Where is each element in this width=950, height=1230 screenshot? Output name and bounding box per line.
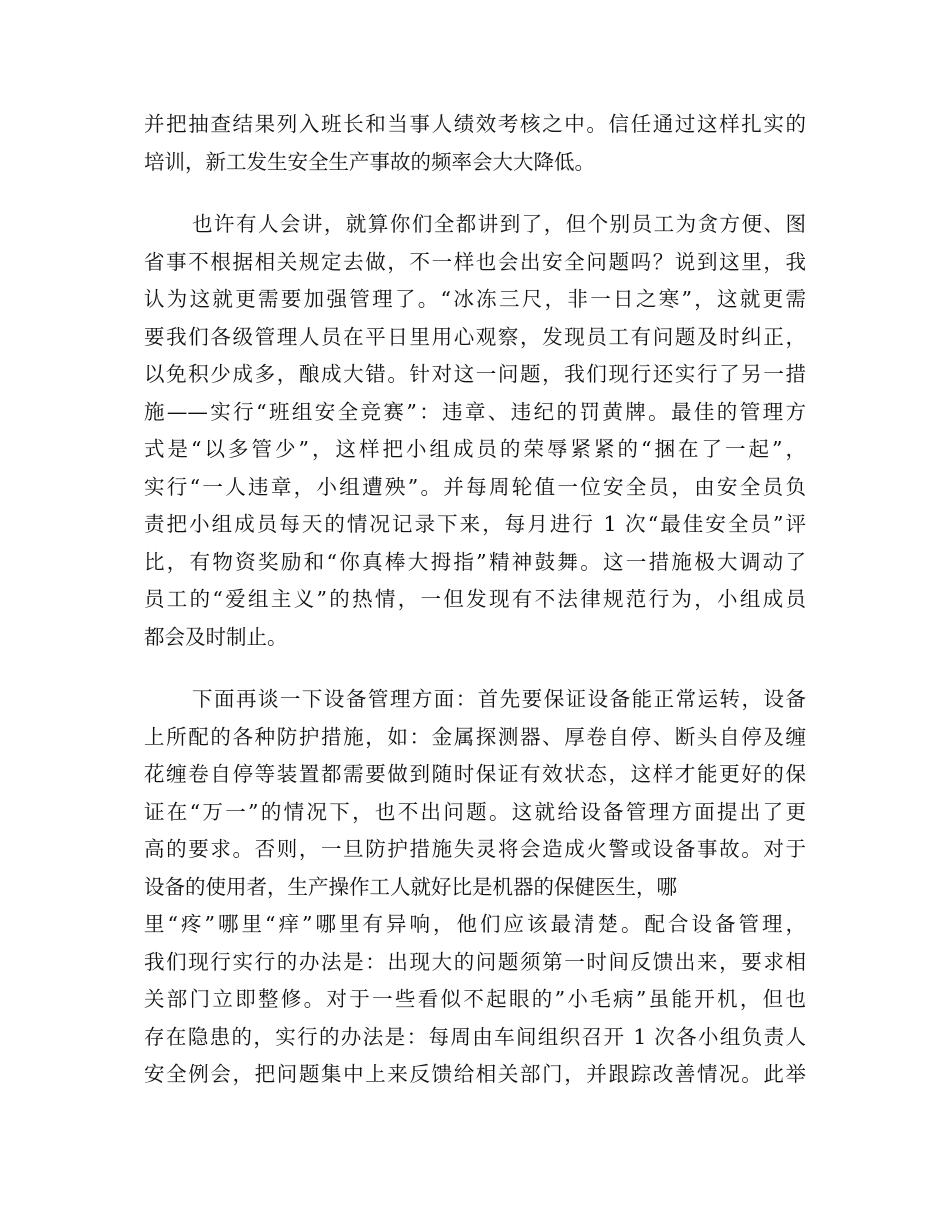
text-line: 并把抽查结果列入班长和当事人绩效考核之中。信任通过这样扎实的 <box>144 112 806 136</box>
text-line: 员工的“爱组主义”的热情，一但发现有不法律规范行为，小组成员 <box>144 587 806 611</box>
text-line: 安全例会，把问题集中上来反馈给相关部门，并跟踪改善情况。此举 <box>144 1062 806 1086</box>
text-line: 里“疼”哪里“痒”哪里有异响，他们应该最清楚。配合设备管理， <box>144 912 806 936</box>
text-line: 存在隐患的，实行的办法是：每周由车间组织召开 1 次各小组负责人 <box>144 1024 806 1049</box>
text-line: 高的要求。否则，一旦防护措施失灵将会造成火警或设备事故。对于 <box>144 837 806 861</box>
text-line: 也许有人会讲，就算你们全都讲到了，但个别员工为贪方便、图 <box>192 212 806 236</box>
paragraph-gap <box>144 181 806 206</box>
text-line: 都会及时制止。 <box>144 624 288 649</box>
paragraph-2 <box>144 206 806 656</box>
text-line: 施——实行“班组安全竞赛”：违章、违纪的罚黄牌。最佳的管理方 <box>144 399 806 424</box>
text-line: 要我们各级管理人员在平日里用心观察，发现员工有问题及时纠正， <box>144 324 806 349</box>
paragraph-1 <box>144 106 806 181</box>
text-line: 上所配的各种防护措施，如：金属探测器、厚卷自停、断头自停及缠 <box>144 724 806 749</box>
document-body <box>144 106 806 1094</box>
text-line: 比，有物资奖励和“你真棒大拇指”精神鼓舞。这一措施极大调动了 <box>144 549 806 574</box>
text-line: 下面再谈一下设备管理方面：首先要保证设备能正常运转，设备 <box>192 687 806 711</box>
text-line: 实行“一人违章，小组遭殃”。并每周轮值一位安全员，由安全员负 <box>144 474 806 499</box>
text-line: 责把小组成员每天的情况记录下来，每月进行 1 次“最佳安全员”评 <box>144 512 806 536</box>
paragraph-3 <box>144 681 806 1094</box>
text-line: 省事不根据相关规定去做，不一样也会出安全问题吗？说到这里，我 <box>144 249 806 274</box>
text-line: 认为这就更需要加强管理了。“冰冻三尺，非一日之寒”，这就更需 <box>144 287 806 311</box>
text-line: 关部门立即整修。对于一些看似不起眼的”小毛病”虽能开机，但也 <box>144 987 806 1011</box>
paragraph-gap <box>144 656 806 681</box>
text-line: 设备的使用者，生产操作工人就好比是机器的保健医生，哪 <box>144 874 677 899</box>
text-line: 培训，新工发生安全生产事故的频率会大大降低。 <box>144 149 595 174</box>
text-line: 以免积少成多，酿成大错。针对这一问题，我们现行还实行了另一措 <box>144 362 806 386</box>
text-line: 式是“以多管少”，这样把小组成员的荣辱紧紧的“捆在了一起”， <box>144 437 806 461</box>
text-line: 花缠卷自停等装置都需要做到随时保证有效状态，这样才能更好的保 <box>144 762 806 786</box>
text-line: 我们现行实行的办法是：出现大的问题须第一时间反馈出来，要求相 <box>144 949 806 974</box>
text-line: 证在“万一”的情况下，也不出问题。这就给设备管理方面提出了更 <box>144 799 806 824</box>
